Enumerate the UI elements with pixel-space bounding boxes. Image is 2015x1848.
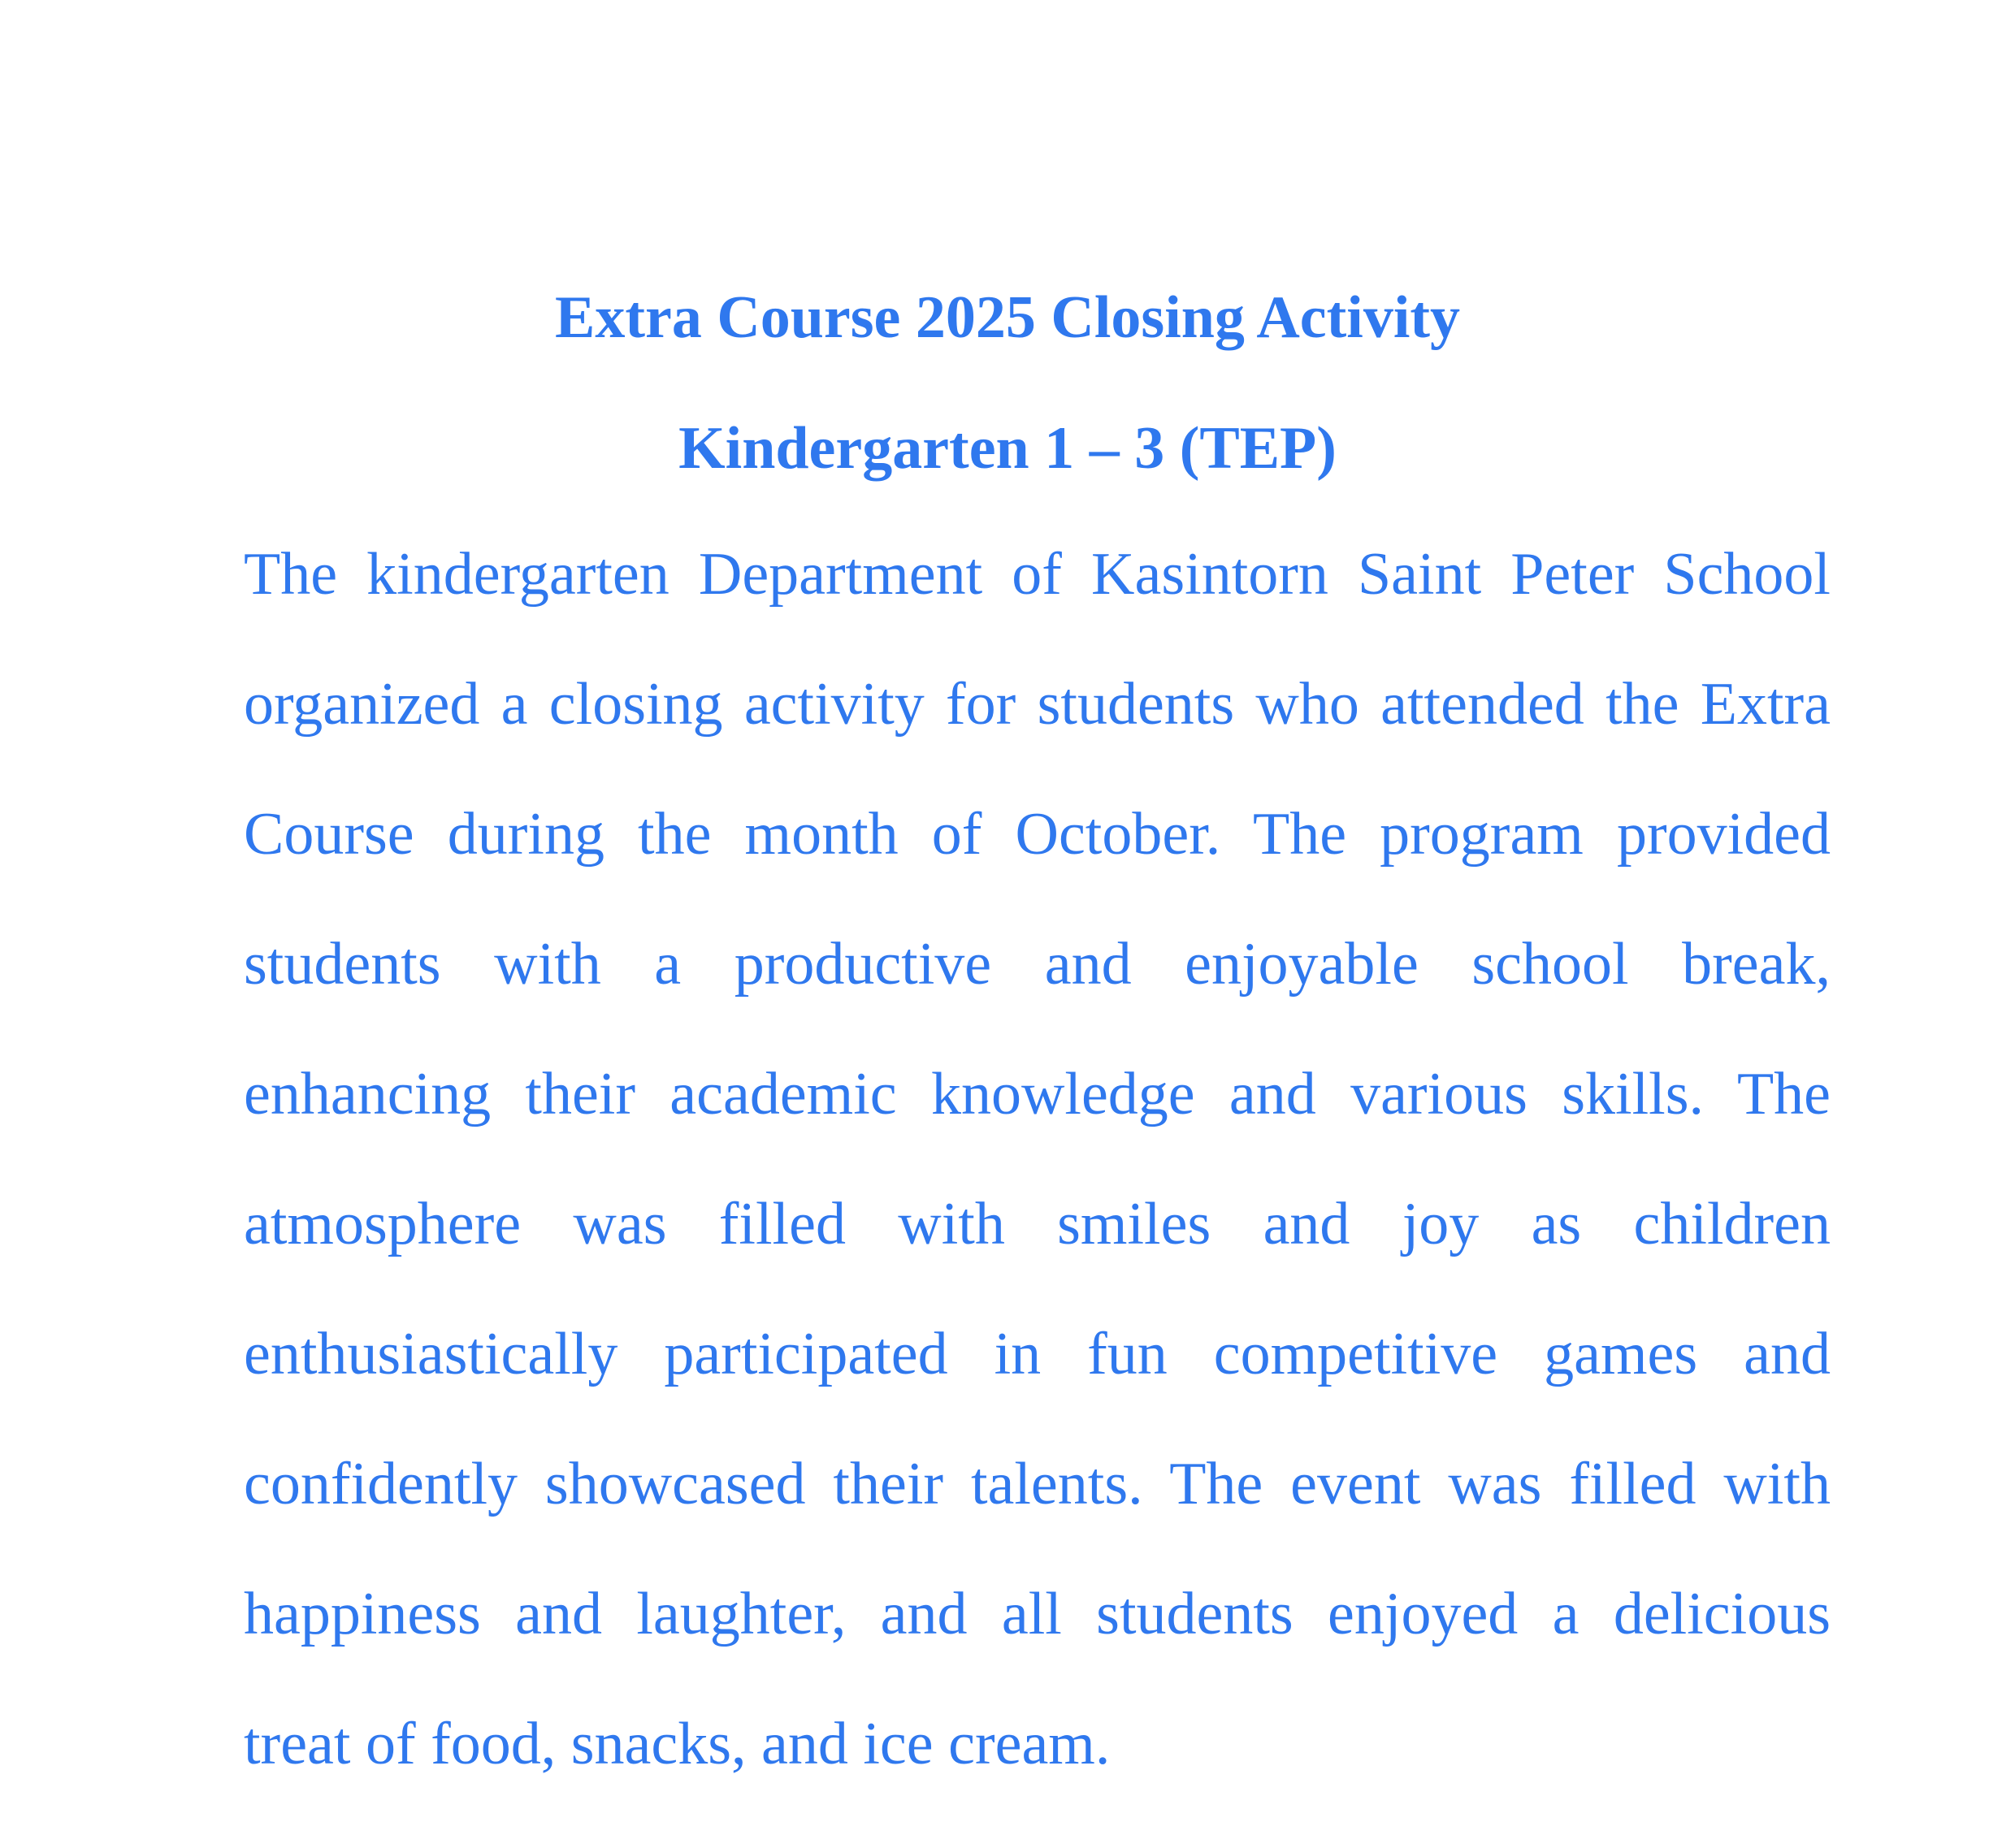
document-subtitle: Kindergarten 1 – 3 (TEP)	[678, 415, 1337, 482]
paragraph-line: enhancing their academic knowledge and various skills. The	[244, 1061, 1831, 1127]
paragraph-line: enthusiastically participated in fun competitive games and	[244, 1321, 1831, 1387]
paragraph-line: confidently showcased their talents. The event was filled with	[244, 1451, 1831, 1517]
document-title: Extra Course 2025 Closing Activity	[554, 284, 1461, 351]
paragraph-line: students with a productive and enjoyable school break,	[244, 931, 1831, 998]
paragraph-line: happiness and laughter, and all students enjoyed a delicious	[244, 1581, 1831, 1647]
paragraph-line: organized a closing activity for students who attended the Extra	[244, 671, 1831, 738]
paragraph-line: Course during the month of October. The program provided	[244, 801, 1831, 868]
body-paragraph	[244, 534, 1831, 1833]
paragraph-line: The kindergarten Department of Kasintorn Saint Peter School	[244, 541, 1831, 608]
paragraph-line: atmosphere was filled with smiles and joy as children	[244, 1191, 1831, 1257]
paragraph-line: treat of food, snacks, and ice cream.	[244, 1711, 1111, 1777]
